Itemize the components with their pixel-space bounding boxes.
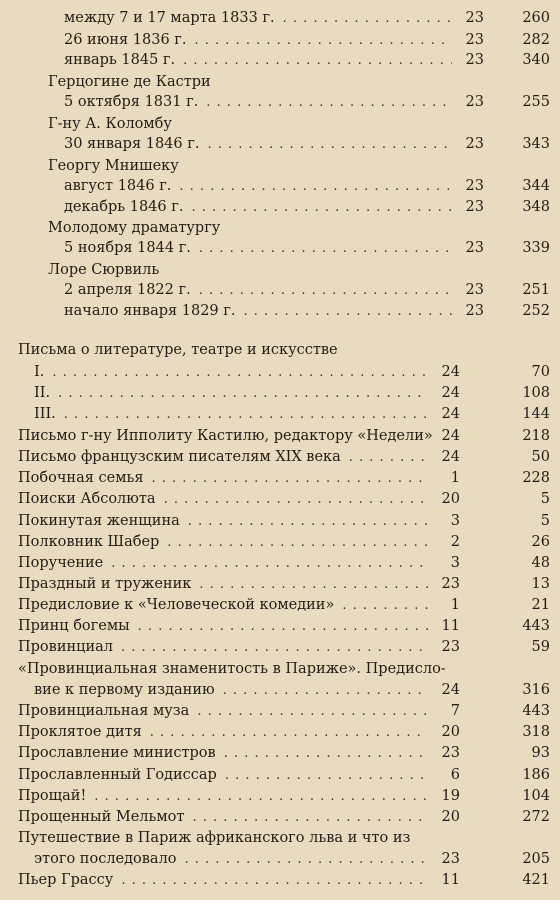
entry-title: Принц богемы (18, 618, 130, 634)
entry-title: 26 июня 1836 г. (64, 32, 187, 48)
dot-leader (197, 701, 428, 722)
index-entry (0, 340, 560, 361)
page-number: 252 (522, 303, 550, 319)
index-entry (0, 511, 560, 532)
page-number: 343 (522, 136, 550, 152)
entry-title: начало января 1829 г. (64, 303, 236, 319)
volume-number: 23 (441, 576, 460, 592)
volume-number: 24 (441, 449, 460, 465)
dot-leader (243, 301, 452, 322)
volume-number: 23 (465, 94, 484, 110)
dot-leader (58, 383, 428, 404)
volume-number: 23 (465, 303, 484, 319)
index-entry (0, 301, 560, 322)
entry-title: Пьер Грассу (18, 872, 114, 888)
dot-leader (225, 765, 428, 786)
index-entry (0, 532, 560, 553)
dot-leader (199, 238, 452, 259)
index-entry (0, 383, 560, 404)
dot-leader (349, 447, 428, 468)
page-number: 318 (522, 724, 550, 740)
entry-title: Лоре Сюрвиль (48, 262, 160, 278)
index-entry (0, 659, 560, 680)
volume-number: 23 (441, 745, 460, 761)
volume-number: 20 (441, 809, 460, 825)
entry-title: Провинциал (18, 639, 113, 655)
dot-leader (94, 786, 428, 807)
index-entry (0, 134, 560, 155)
dot-leader (179, 176, 452, 197)
dot-leader (192, 807, 428, 828)
entry-title: август 1846 г. (64, 178, 172, 194)
volume-number: 23 (465, 282, 484, 298)
entry-title: Праздный и труженик (18, 576, 192, 592)
index-entry (0, 595, 560, 616)
volume-number: 24 (441, 385, 460, 401)
entry-title: Молодому драматургу (48, 220, 221, 236)
entry-title: Письмо французским писателям XIX века (18, 449, 341, 465)
index-entry (0, 426, 560, 447)
index-entry (0, 404, 560, 425)
index-entry (0, 553, 560, 574)
entry-title: Прощай! (18, 788, 87, 804)
page-number: 339 (522, 240, 550, 256)
page-number: 21 (531, 597, 550, 613)
volume-number: 23 (465, 240, 484, 256)
index-entry (0, 176, 560, 197)
volume-number: 23 (441, 639, 460, 655)
volume-number: 23 (465, 10, 484, 26)
page-number: 348 (522, 199, 550, 215)
index-entry (0, 574, 560, 595)
index-entry (0, 260, 560, 281)
dot-leader (342, 595, 428, 616)
dot-leader (121, 637, 428, 658)
page-number: 144 (522, 406, 550, 422)
entry-title: III. (34, 406, 56, 422)
entry-title: Прощенный Мельмот (18, 809, 185, 825)
index-entry (0, 765, 560, 786)
entry-title: Побочная семья (18, 470, 144, 486)
dot-leader (185, 849, 428, 870)
dot-leader (121, 870, 428, 891)
entry-title: Прославление министров (18, 745, 216, 761)
volume-number: 24 (441, 406, 460, 422)
volume-number: 24 (441, 428, 460, 444)
dot-leader (223, 680, 428, 701)
page-number: 340 (522, 52, 550, 68)
volume-number: 23 (465, 199, 484, 215)
page-number: 344 (522, 178, 550, 194)
entry-title: Герцогине де Кастри (48, 74, 211, 90)
dot-leader (152, 468, 428, 489)
entry-title: Письма о литературе, театре и искусстве (18, 342, 338, 358)
dot-leader (52, 362, 428, 383)
page-number: 205 (522, 851, 550, 867)
dot-leader (199, 574, 428, 595)
dot-leader (164, 489, 428, 510)
entry-title: Письмо г-ну Ипполиту Кастилю, редактору «Недели» (18, 428, 433, 444)
entry-title: этого последовало (34, 851, 177, 867)
volume-number: 24 (441, 682, 460, 698)
index-entry (0, 637, 560, 658)
page-number: 104 (522, 788, 550, 804)
entry-title: декабрь 1846 г. (64, 199, 184, 215)
index-entry (0, 92, 560, 113)
index-entry (0, 8, 560, 29)
volume-number: 19 (441, 788, 460, 804)
index-entry (0, 468, 560, 489)
entry-title: между 7 и 17 марта 1833 г. (64, 10, 275, 26)
dot-leader (111, 553, 428, 574)
page-number: 108 (522, 385, 550, 401)
entry-title: Проклятое дитя (18, 724, 142, 740)
page-number: 5 (540, 513, 550, 529)
volume-number: 11 (441, 618, 460, 634)
page-number: 443 (522, 703, 550, 719)
volume-number: 6 (450, 767, 460, 783)
page-number: 26 (531, 534, 550, 550)
entry-title: Прославленный Годиссар (18, 767, 217, 783)
dot-leader (206, 92, 452, 113)
volume-number: 11 (441, 872, 460, 888)
index-entry (0, 30, 560, 51)
entry-title: вие к первому изданию (34, 682, 215, 698)
volume-number: 24 (441, 364, 460, 380)
entry-title: 2 апреля 1822 г. (64, 282, 191, 298)
entry-title: Покинутая женщина (18, 513, 180, 529)
entry-title: Путешествие в Париж африканского льва и что из (18, 830, 411, 846)
dot-leader (64, 404, 428, 425)
entry-title: 5 октября 1831 г. (64, 94, 199, 110)
page-number: 260 (522, 10, 550, 26)
index-entry (0, 362, 560, 383)
page-number: 70 (531, 364, 550, 380)
entry-title: Г-ну А. Коломбу (48, 116, 172, 132)
dot-leader (207, 134, 452, 155)
page-number: 282 (522, 32, 550, 48)
page-number: 218 (522, 428, 550, 444)
page-number: 5 (540, 491, 550, 507)
index-entry (0, 680, 560, 701)
entry-title: «Провинциальная знаменитость в Париже». Предисло- (18, 661, 446, 677)
index-entry (0, 870, 560, 891)
volume-number: 23 (465, 52, 484, 68)
dot-leader (183, 50, 452, 71)
dot-leader (199, 280, 452, 301)
page-number: 186 (522, 767, 550, 783)
index-entry (0, 447, 560, 468)
page-number: 255 (522, 94, 550, 110)
index-entry (0, 280, 560, 301)
entry-title: Провинциальная муза (18, 703, 190, 719)
volume-number: 1 (450, 597, 460, 613)
index-entry (0, 156, 560, 177)
entry-title: Полковник Шабер (18, 534, 160, 550)
page-number: 93 (531, 745, 550, 761)
volume-number: 2 (450, 534, 460, 550)
index-entry (0, 722, 560, 743)
volume-number: 20 (441, 724, 460, 740)
entry-title: январь 1845 г. (64, 52, 176, 68)
index-entry (0, 616, 560, 637)
dot-leader (150, 722, 428, 743)
page-number: 228 (522, 470, 550, 486)
volume-number: 1 (450, 470, 460, 486)
page-number: 421 (522, 872, 550, 888)
volume-number: 7 (450, 703, 460, 719)
page-number: 48 (531, 555, 550, 571)
entry-title: 5 ноября 1844 г. (64, 240, 191, 256)
dot-leader (195, 30, 453, 51)
page-number: 316 (522, 682, 550, 698)
page-number: 59 (531, 639, 550, 655)
index-entry (0, 50, 560, 71)
entry-title: Георгу Мнишеку (48, 158, 179, 174)
volume-number: 23 (441, 851, 460, 867)
dot-leader (224, 743, 428, 764)
index-entry (0, 849, 560, 870)
index-entry (0, 786, 560, 807)
volume-number: 20 (441, 491, 460, 507)
page-number: 272 (522, 809, 550, 825)
entry-title: I. (34, 364, 45, 380)
index-entry (0, 197, 560, 218)
index-entry (0, 743, 560, 764)
index-entry (0, 72, 560, 93)
volume-number: 23 (465, 178, 484, 194)
dot-leader (191, 197, 452, 218)
index-entry (0, 238, 560, 259)
volume-number: 3 (450, 555, 460, 571)
volume-number: 23 (465, 136, 484, 152)
index-entry (0, 807, 560, 828)
entry-title: Предисловие к «Человеческой комедии» (18, 597, 335, 613)
index-entry (0, 114, 560, 135)
page-number: 443 (522, 618, 550, 634)
entry-title: Поиски Абсолюта (18, 491, 156, 507)
entry-title: Поручение (18, 555, 104, 571)
page-number: 251 (522, 282, 550, 298)
volume-number: 3 (450, 513, 460, 529)
dot-leader (188, 511, 428, 532)
entry-title: II. (34, 385, 51, 401)
index-entry (0, 489, 560, 510)
index-entry (0, 828, 560, 849)
page-number: 13 (531, 576, 550, 592)
dot-leader (283, 8, 452, 29)
volume-number: 23 (465, 32, 484, 48)
dot-leader (167, 532, 428, 553)
page-number: 50 (531, 449, 550, 465)
dot-leader (138, 616, 428, 637)
entry-title: 30 января 1846 г. (64, 136, 200, 152)
index-entry (0, 701, 560, 722)
index-entry (0, 218, 560, 239)
